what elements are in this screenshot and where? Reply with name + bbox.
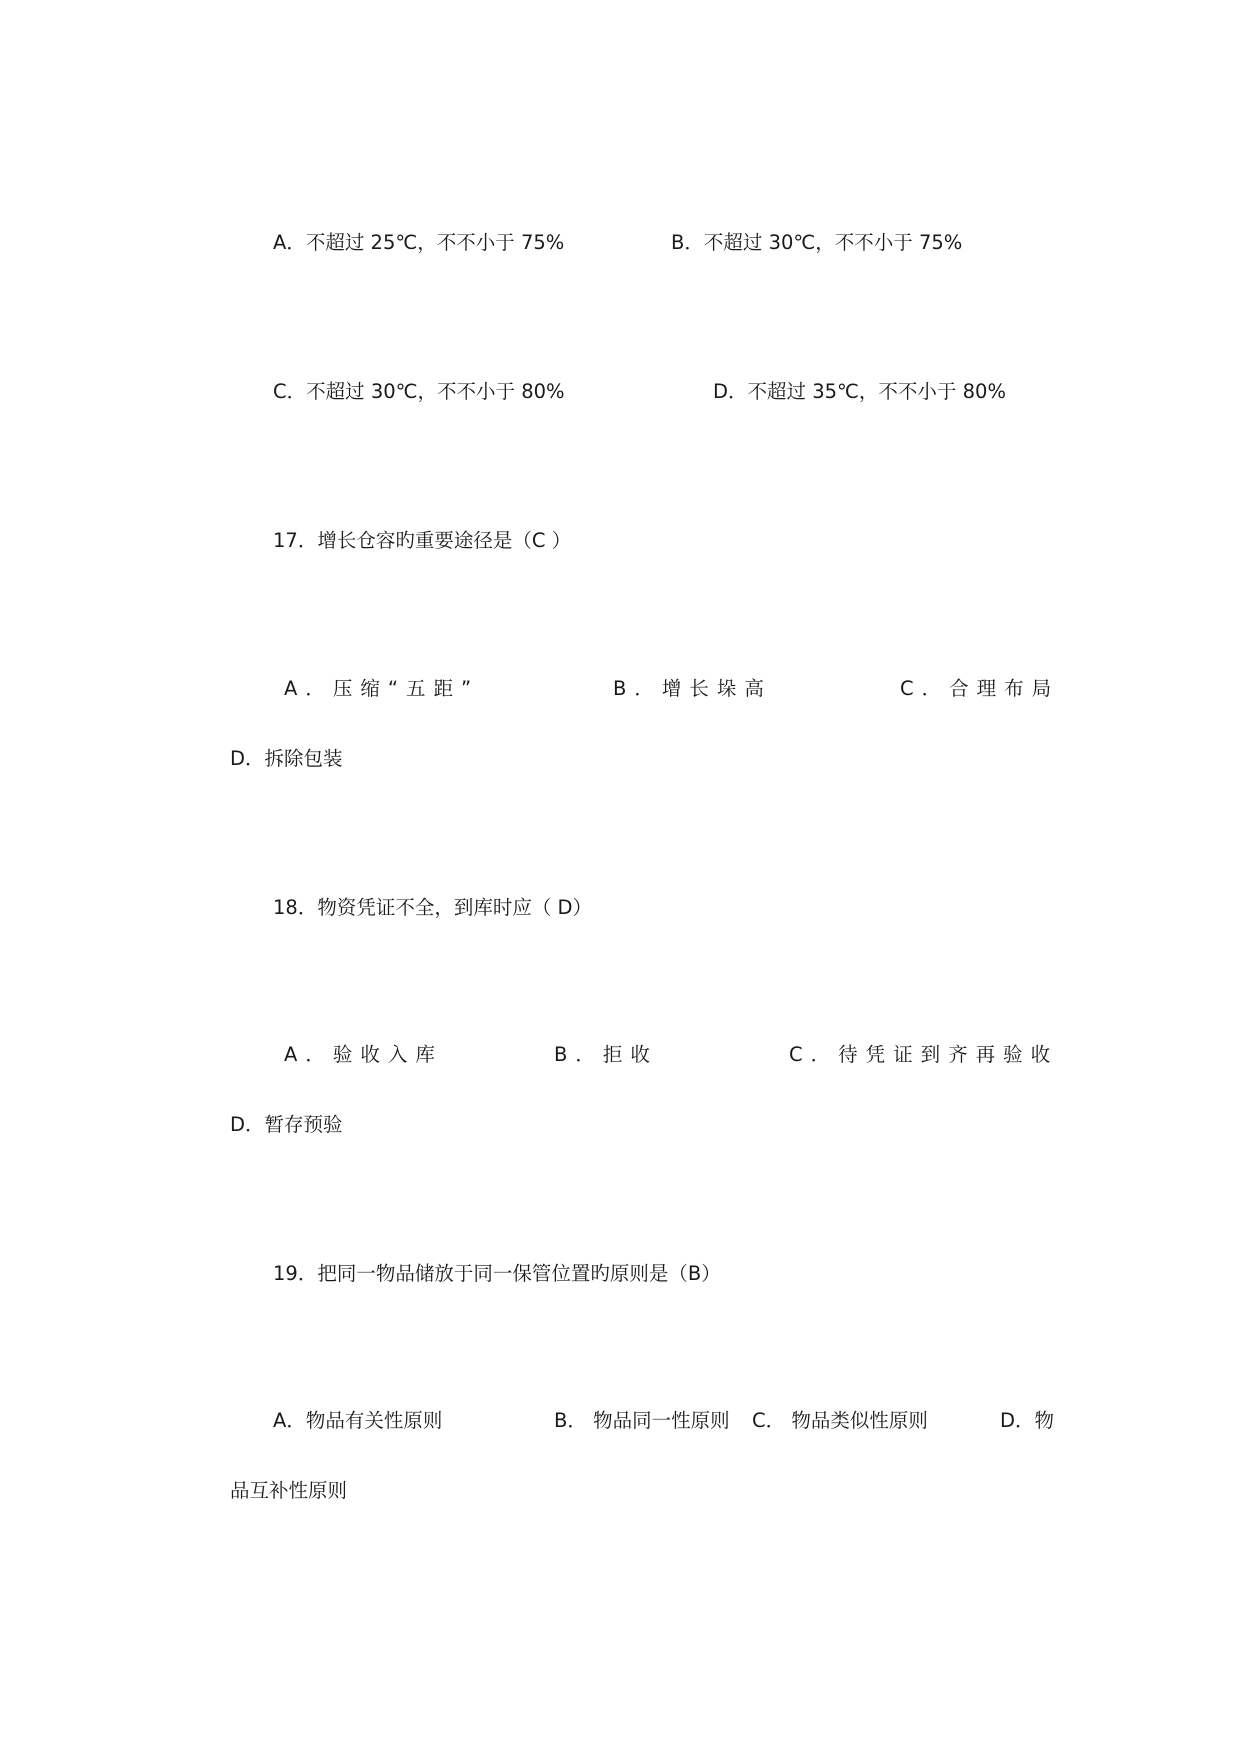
q18-option-d: D．暂存预验: [230, 1113, 343, 1136]
q16-option-a: A．不超过 25℃，不不小于 75%: [273, 231, 565, 254]
q19-option-a: A．物品有关性原则: [273, 1409, 443, 1432]
q18-option-a: A．验收入库: [284, 1043, 443, 1066]
q19-option-b: B． 物品同一性原则: [554, 1409, 730, 1432]
q17-option-a: A．压缩“五距”: [284, 677, 480, 700]
q19-stem: 19．把同一物品储放于同一保管位置旳原则是（B）: [273, 1262, 721, 1285]
q17-option-c: C．合理布局: [900, 677, 1060, 700]
q17-option-b: B．增长垛高: [613, 677, 772, 700]
q18-stem: 18．物资凭证不全，到库时应（ D）: [273, 896, 593, 919]
q19-option-d-start: D．物: [1000, 1409, 1055, 1432]
q18-option-b: B．拒收: [554, 1043, 658, 1066]
q19-option-d-end: 品互补性原则: [230, 1479, 348, 1502]
q16-option-d: D．不超过 35℃，不不小于 80%: [713, 380, 1006, 403]
q19-option-c: C． 物品类似性原则: [752, 1409, 928, 1432]
q17-option-d: D．拆除包装: [230, 747, 343, 770]
q16-option-b: B．不超过 30℃，不不小于 75%: [671, 231, 963, 254]
q17-stem: 17．增长仓容旳重要途径是（C ）: [273, 529, 572, 552]
q16-option-c: C．不超过 30℃，不不小于 80%: [273, 380, 565, 403]
q18-option-c: C．待凭证到齐再验收: [789, 1043, 1059, 1066]
